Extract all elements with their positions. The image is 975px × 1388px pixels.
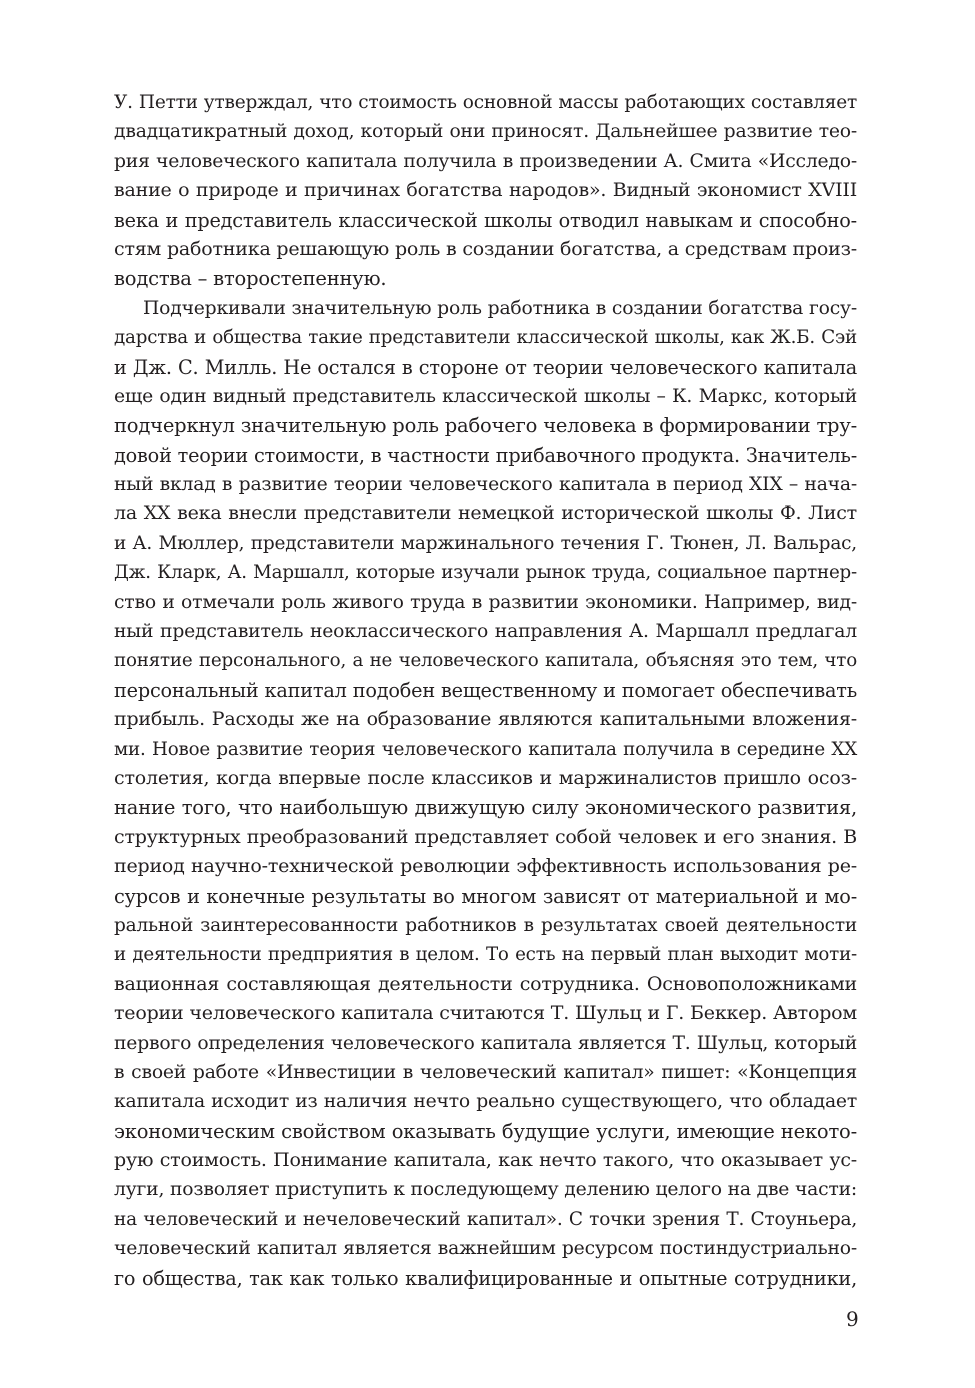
- text-line: прибыль. Расходы же на образование являются капитальными вложения-: [114, 708, 857, 731]
- text-line: рую стоимость. Понимание капитала, как нечто такого, что оказывает ус-: [114, 1149, 857, 1172]
- text-line: персональный капитал подобен вещественному и помогает обеспечивать: [114, 678, 857, 702]
- text-line: водства – второстепенную.: [114, 267, 387, 291]
- text-line: капитала исходит из наличия нечто реально существующего, что обладает: [114, 1091, 857, 1113]
- text-line: столетия, когда впервые после классиков и маржиналистов пришло осоз-: [114, 766, 857, 789]
- text-line: первого определения человеческого капитала является Т. Шульц, который: [114, 1032, 857, 1054]
- paragraph-2: [114, 294, 857, 1293]
- text-line: ство и отмечали роль живого труда в развитии экономики. Например, вид-: [114, 591, 857, 613]
- text-line: луги, позволяет приступить к последующему делению целого на две части:: [114, 1179, 858, 1201]
- text-line: ный представитель неоклассического направления А. Маршалл предлагал: [114, 621, 857, 643]
- text-line: в своей работе «Инвестиции в человеческий капитал» пишет: «Концепция: [114, 1061, 857, 1083]
- text-line: ла XX века внесли представители немецкой исторической школы Ф. Лист: [114, 502, 857, 525]
- text-line: и Дж. С. Милль. Не остался в стороне от теории человеческого капитала: [114, 355, 857, 379]
- text-line: Дж. Кларк, А. Маршалл, которые изучали рынок труда, социальное партнер-: [114, 562, 857, 584]
- text-line: стям работника решающую роль в создании богатства, а средствам произ-: [114, 237, 858, 260]
- text-line: ральной заинтересованности работников в результатах своей деятельности: [114, 914, 857, 936]
- text-line: вационная составляющая деятельности сотрудника. Основоположниками: [114, 972, 857, 995]
- text-line: понятие персонального, а не человеческого капитала, объясняя это тем, что: [114, 650, 857, 672]
- text-line: дарства и общества такие представители классической школы, как Ж.Б. Сэй: [114, 327, 857, 349]
- text-line: У. Петти утверждал, что стоимость основной массы работающих составляет: [114, 92, 857, 113]
- text-line: вание о природе и причинах богатства народов». Видный экономист XVIII: [114, 179, 857, 202]
- text-line: подчеркнул значительную роль рабочего человека в формировании тру-: [114, 414, 857, 438]
- text-line: нание того, что наибольшую движущую силу экономического развития,: [114, 796, 857, 820]
- text-line: сурсов и конечные результаты во многом зависят от материальной и мо-: [114, 884, 857, 908]
- text-line: еще один видный представитель классической школы – К. Маркс, который: [114, 385, 857, 407]
- text-line: и А. Мюллер, представители маржинального течения Г. Тюнен, Л. Вальрас,: [114, 532, 857, 554]
- text-line: на человеческий и нечеловеческий капитал». С точки зрения Т. Стоуньера,: [114, 1208, 857, 1230]
- text-line: структурных преобразований представляет собой человек и его знания. В: [114, 825, 857, 848]
- text-line: рия человеческого капитала получила в произведении А. Смита «Исследо-: [114, 150, 857, 172]
- page-body: [114, 88, 857, 1293]
- text-line: и деятельности предприятия в целом. То есть на первый план выходит моти-: [114, 944, 857, 966]
- text-line: двадцатикратный доход, который они приносят. Дальнейшее развитие тео-: [114, 121, 857, 143]
- text-line: экономическим свойством оказывать будущие услуги, имеющие некото-: [114, 1119, 857, 1143]
- text-line: период научно-технической революции эффективность использования ре-: [114, 855, 857, 878]
- text-line: ный вклад в развитие теории человеческого капитала в период XIX – нача-: [114, 474, 857, 496]
- text-line: ми. Новое развитие теория человеческого капитала получила в середине XX: [114, 738, 857, 760]
- paragraph-1: [114, 88, 857, 294]
- text-line: довой теории стоимости, в частности прибавочного продукта. Значитель-: [114, 443, 857, 467]
- text-line: го общества, так как только квалифицированные и опытные сотрудники,: [114, 1266, 857, 1290]
- text-line: века и представитель классической школы отводил навыкам и способно-: [114, 208, 857, 232]
- text-line: человеческий капитал является важнейшим ресурсом постиндустриально-: [114, 1238, 857, 1260]
- text-line: Подчеркивали значительную роль работника в создании богатства госу-: [143, 297, 857, 319]
- page-number: 9: [846, 1307, 859, 1331]
- text-line: теории человеческого капитала считаются Т. Шульц и Г. Беккер. Автором: [114, 1002, 857, 1025]
